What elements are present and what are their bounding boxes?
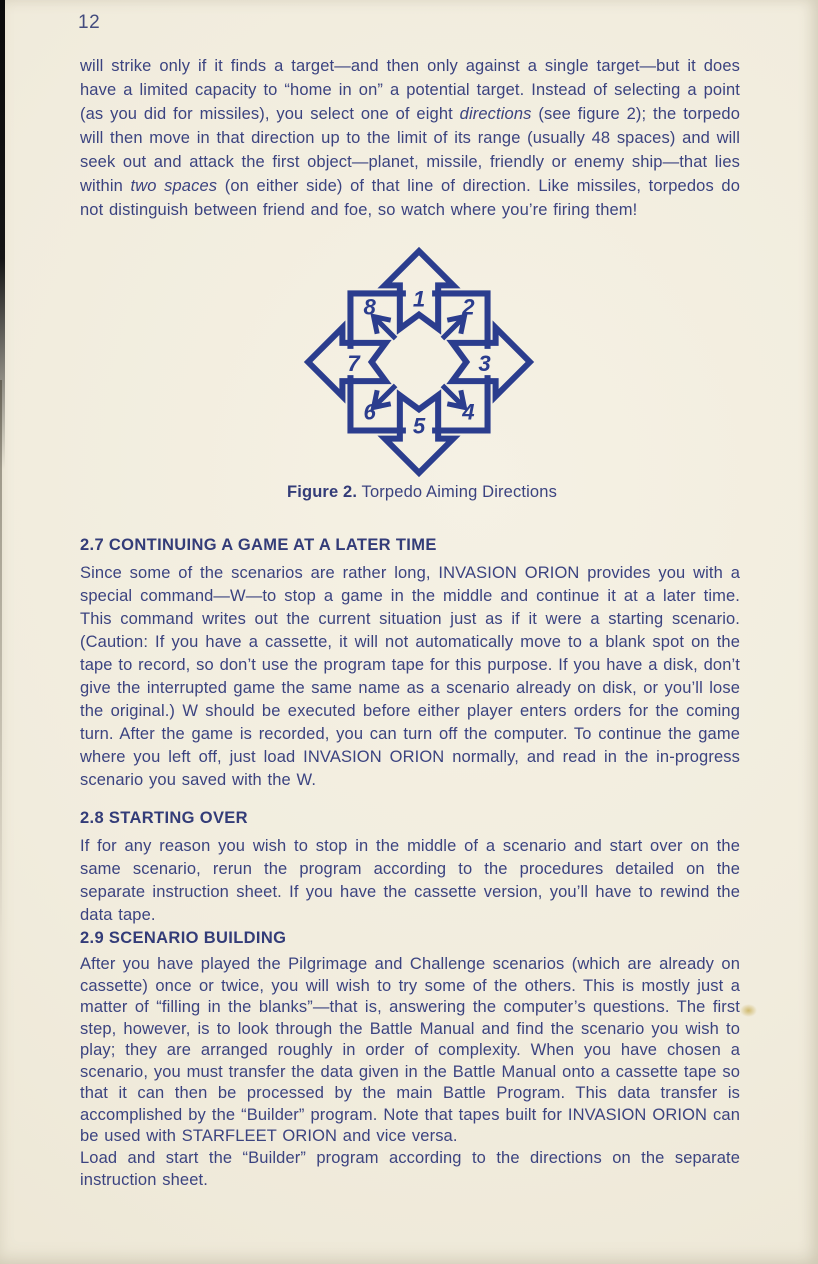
intro-text-2: (see figure 2); the torpedo will then move in that direction up to the limit of its range (usually 48 spaces) and will seek out and attack the first object—planet, missile, friendly or enemy ship—that lies within [80,105,740,195]
direction-label-6: 6 [363,399,376,425]
direction-label-4: 4 [462,399,475,425]
figure-caption [80,483,740,502]
section-paragraph-2-7: Since some of the scenarios are rather long, INVASION ORION provides you with a special command—W—to stop a game in the middle and continue it at a later time. This command writes out the current situation just as if it were a starting scenario. (Caution: If you have a cassette, it will not automatically move to a blank spot on the tape to record, so don’t use the program tape for this purpose. If you have a disk, don’t give the interrupted game the same name as a scenario already on disk, or you’ll lose the original.) W should be executed before either player enters orders for the coming turn. After the game is recorded, you can turn off the computer. To continue the game where you left off, just load INVASION ORION normally, and read in the in-progress scenario you saved with the W. [80,564,740,789]
section-heading-2-9: 2.9 SCENARIO BUILDING [80,929,287,947]
intro-text-3: (on either side) of that line of direction. Like missiles, torpedos do not distinguish between friend and foe, so watch where you’re firing them! [80,177,740,219]
scan-edge-line [0,380,2,940]
intro-paragraph [80,54,740,222]
intro-text-1: will strike only if it finds a target—and then only against a single target—but it does have a limited capacity to “home in on” a potential target. Instead of selecting a point (as you did for missiles), you select one of eight [80,57,740,123]
figure-arrows [308,251,530,473]
direction-arrow-northwest [350,293,402,345]
direction-label-2: 2 [462,294,475,320]
direction-label-8: 8 [363,294,376,320]
intro-italic-directions: directions [459,105,532,123]
torpedo-aiming-directions-figure [293,244,545,482]
direction-label-5: 5 [412,413,426,439]
figure-2-container [293,244,545,482]
section-heading-2-8: 2.8 STARTING OVER [80,809,248,827]
section-paragraph-2-8: If for any reason you wish to stop in the middle of a scenario and start over on the same scenario, rerun the program according to the procedures detailed on the separate instruction sheet. If you have the cassette version, you’ll have to rewind the data tape. [80,837,740,924]
figure-caption-label: Figure 2. [287,483,358,501]
section-heading-2-7: 2.7 CONTINUING A GAME AT A LATER TIME [80,536,437,554]
direction-label-3: 3 [478,351,491,377]
figure-caption-text: Torpedo Aiming Directions [357,483,557,501]
paper-stain [740,1004,757,1017]
section-paragraph-2-9a: After you have played the Pilgrimage and Challenge scenarios (which are already on cassette) once or twice, you will wish to try some of the others. This is mostly just a matter of “filling in the blanks”—that is, answering the computer’s questions. The first step, however, is to look through the Battle Manual and find the scenario you wish to play; they are arranged roughly in order of complexity. When you have chosen a scenario, you must transfer the data given in the Battle Manual onto a cassette tape so that it can then be processed by the main Battle Program. This data transfer is accomplished by the “Builder” program. Note that tapes built for INVASION ORION can be used with STARFLEET ORION and vice versa. [80,955,740,1145]
section-paragraph-2-9b: Load and start the “Builder” program according to the directions on the separate instruction sheet. [80,1149,740,1189]
direction-label-7: 7 [347,351,360,377]
intro-italic-two-spaces: two spaces [130,177,218,195]
direction-label-1: 1 [412,286,426,312]
direction-arrow-east [452,328,530,397]
page-number: 12 [78,12,101,33]
direction-arrow-southwest [350,378,402,430]
diagonal-chevron [444,317,464,337]
